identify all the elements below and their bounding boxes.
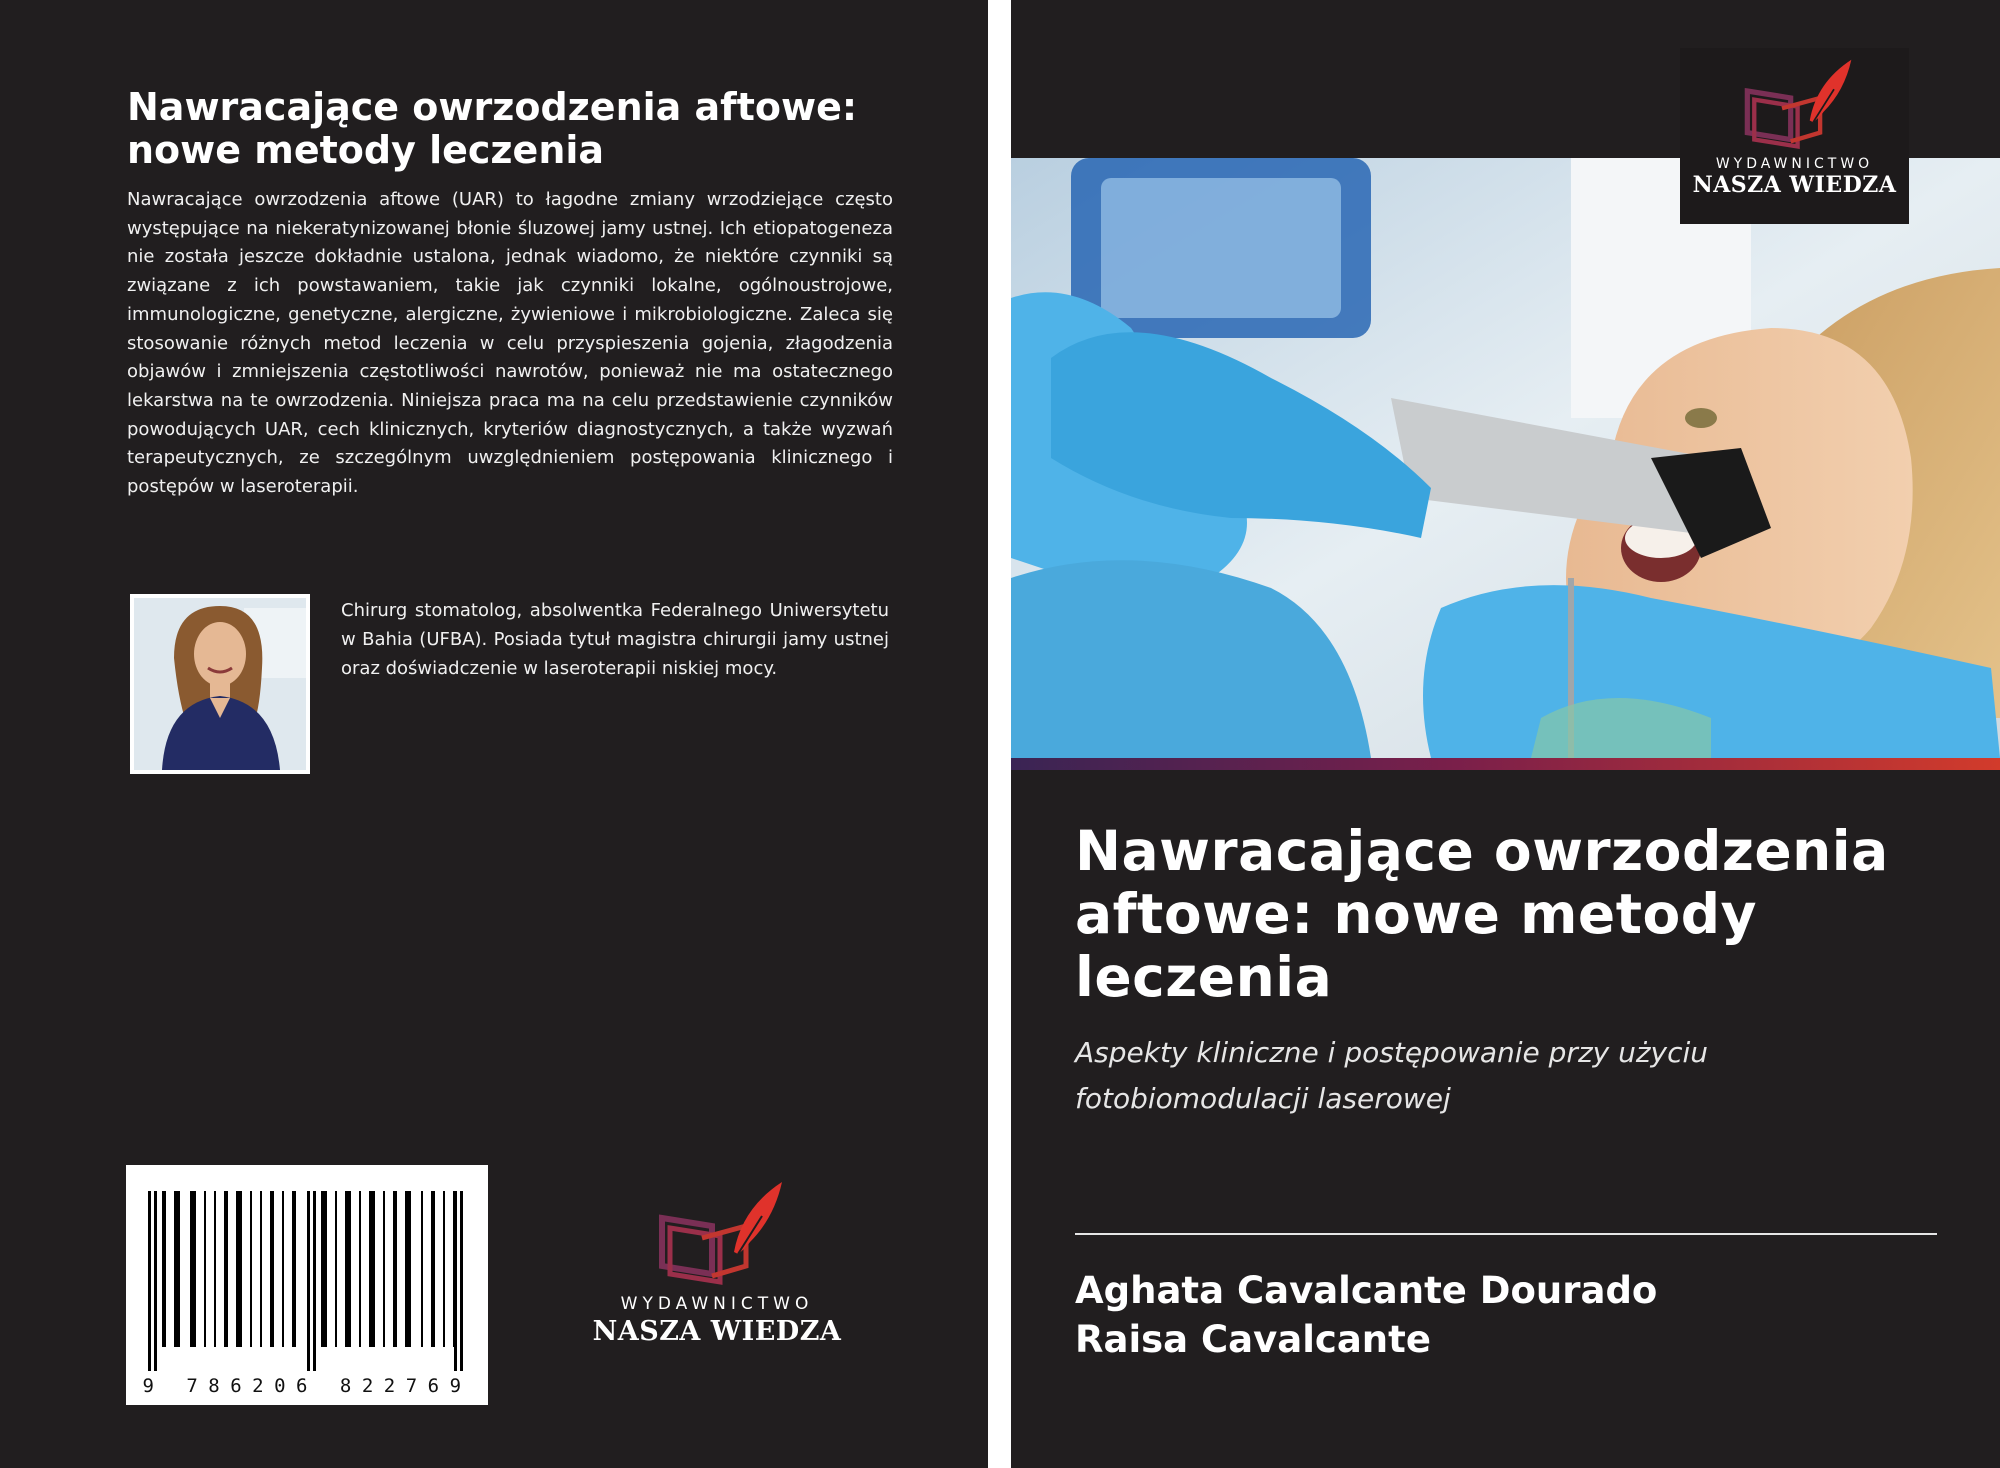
front-cover-title: Nawracające owrzodzenia aftowe: nowe metody leczenia — [1075, 819, 1889, 1009]
barcode-bar — [443, 1191, 445, 1347]
barcode-bar — [154, 1191, 157, 1371]
barcode-bar — [282, 1191, 284, 1347]
divider-line — [1075, 1233, 1937, 1235]
publisher-logo-back — [592, 1178, 842, 1368]
barcode-bar — [393, 1191, 397, 1347]
barcode — [126, 1165, 488, 1405]
barcode-bar — [421, 1191, 423, 1347]
front-cover-subtitle: Aspekty kliniczne i postępowanie przy użyciu fotobiomodulacji laserowej — [1075, 1036, 1709, 1115]
author-photo — [130, 594, 310, 774]
barcode-bar — [260, 1191, 262, 1347]
barcode-bars — [148, 1191, 466, 1371]
dental-exam-photo — [1011, 158, 2000, 758]
barcode-bar — [454, 1191, 457, 1371]
publisher-name-small: WYDAWNICTWO — [1715, 156, 1874, 172]
barcode-bar — [369, 1191, 375, 1347]
barcode-bar — [236, 1191, 242, 1347]
open-book-quill-icon — [642, 1178, 792, 1288]
barcode-bar — [313, 1191, 316, 1371]
author-name: Aghata Cavalcante Dourado — [1075, 1269, 1658, 1312]
barcode-bar — [321, 1191, 327, 1347]
publisher-name-small: WYDAWNICTWO — [620, 1294, 814, 1314]
barcode-bar — [335, 1191, 337, 1347]
barcode-bar — [190, 1191, 196, 1347]
publisher-name-big: NASZA WIEDZA — [1692, 172, 1897, 198]
barcode-bar — [405, 1191, 411, 1347]
barcode-bar — [224, 1191, 228, 1347]
photo-divider-stripe — [1011, 758, 2000, 770]
barcode-bar — [359, 1191, 361, 1347]
publisher-logo-front — [1680, 48, 1909, 224]
back-cover-title: Nawracające owrzodzenia aftowe: nowe metody leczenia — [127, 85, 858, 172]
barcode-bar — [214, 1191, 216, 1347]
author-list — [1075, 1266, 1955, 1364]
barcode-bar — [162, 1191, 166, 1347]
back-cover-description: Nawracające owrzodzenia aftowe (UAR) to łagodne zmiany wrzodziejące często występujące na niekeratynizowanej błonie śluzowej jamy ustnej. Ich etiopatogeneza nie została jeszcze dokładnie ustalona, jednak wiadomo, że niektóre czynniki są związane z ich powstawaniem, takie jak czynniki lokalne, ogólnoustrojowe, immunologiczne, genetyczne, alergiczne, żywieniowe i mikrobiologiczne. Zaleca się stosowanie różnych metod leczenia w celu przyspieszenia gojenia, złagodzenia objawów i zmniejszenia częstotliwości nawrotów, ponieważ nie ma ostatecznego lekarstwa na te owrzodzenia. Niniejsza praca ma na celu przedstawienie czynników powodujących UAR, cech klinicznych, kryteriów diagnostycznych, a także wyzwań terapeutycznych, ze szczególnym uwzględnieniem postępowania klinicznego i postępów w laseroterapii. — [127, 189, 893, 498]
barcode-bar — [307, 1191, 310, 1371]
author-name: Raisa Cavalcante — [1075, 1318, 1431, 1361]
isbn-number: 9 786206 822769 — [134, 1375, 480, 1397]
open-book-quill-icon — [1730, 54, 1860, 154]
barcode-bar — [431, 1191, 435, 1347]
front-cover — [1011, 0, 2000, 1468]
barcode-bar — [148, 1191, 151, 1371]
barcode-bar — [174, 1191, 180, 1347]
author-bio: Chirurg stomatolog, absolwentka Federalnego Uniwersytetu w Bahia (UFBA). Posiada tytuł magistra chirurgii jamy ustnej oraz doświadczenie w laseroterapii niskiej mocy. — [341, 600, 889, 679]
barcode-bar — [292, 1191, 296, 1347]
publisher-name-big: NASZA WIEDZA — [592, 1316, 842, 1347]
cover-photo — [1011, 158, 2000, 758]
barcode-bar — [460, 1191, 463, 1371]
barcode-bar — [383, 1191, 385, 1347]
barcode-bar — [270, 1191, 274, 1347]
barcode-bar — [204, 1191, 206, 1347]
barcode-bar — [345, 1191, 351, 1347]
barcode-bar — [250, 1191, 252, 1347]
back-cover — [0, 0, 988, 1468]
